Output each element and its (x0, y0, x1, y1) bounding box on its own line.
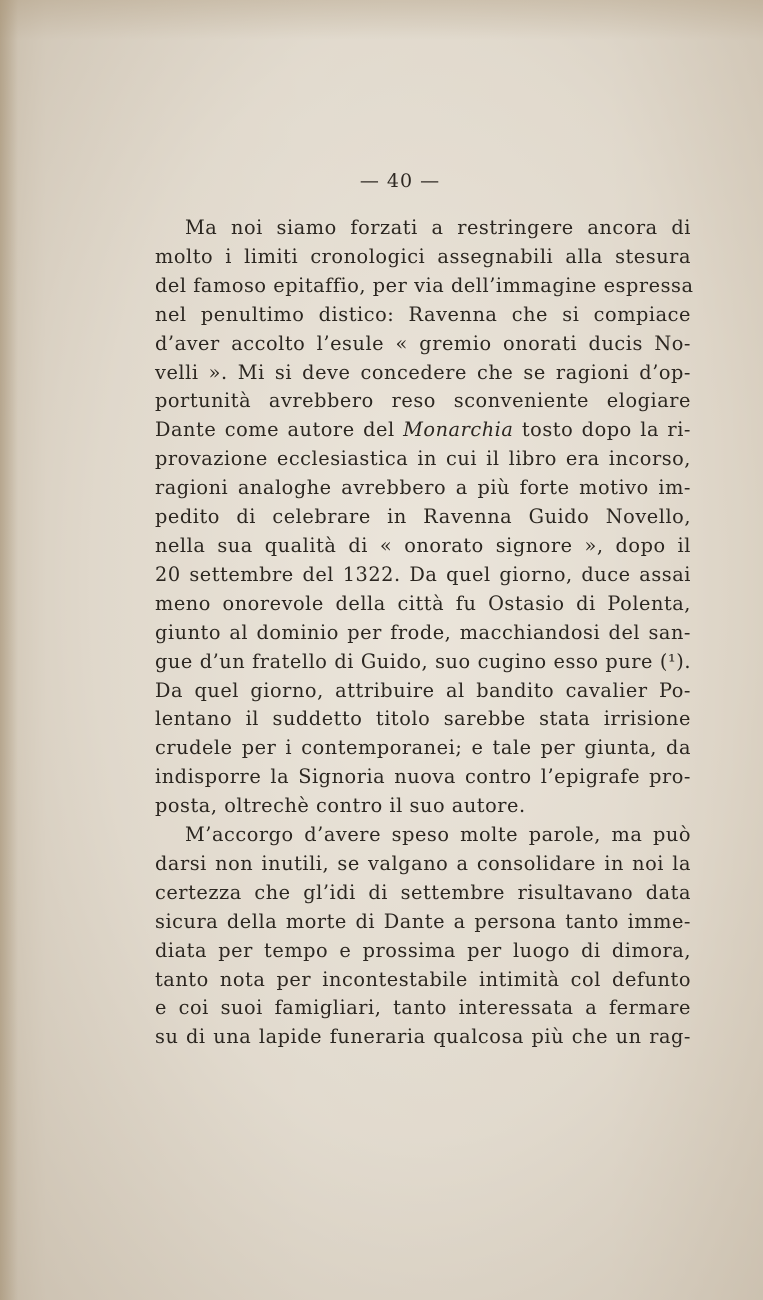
text-line: nel penultimo distico: Ravenna che si compiace (155, 302, 691, 326)
text-line: su di una lapide funeraria qualcosa più che un rag- (155, 1025, 691, 1049)
text-line: darsi non inutili, se valgano a consolidare in noi la (155, 851, 691, 875)
text-line: M’accorgo d’avere speso molte parole, ma può (185, 823, 691, 847)
text-line: nella sua qualità di « onorato signore », dopo il (155, 533, 691, 557)
text-line: lentano il suddetto titolo sarebbe stata irrisione (155, 707, 691, 731)
text-line: velli ». Mi si deve concedere che se ragioni d’op- (155, 360, 691, 384)
text-line: portunità avrebbero reso sconveniente elogiare (155, 389, 691, 413)
paragraph-1 (155, 214, 694, 821)
text-line: tanto nota per incontestabile intimità col defunto (155, 967, 691, 991)
text-run: tosto dopo la ri- (513, 418, 691, 442)
text-line: ragioni analoghe avrebbero a più forte motivo im- (155, 476, 691, 500)
text-line: posta, oltrechè contro il suo autore. (155, 794, 526, 818)
text-line: indisporre la Signoria nuova contro l’epigrafe pro- (155, 765, 691, 789)
text-line: e coi suoi famigliari, tanto interessata a fermare (155, 996, 691, 1020)
text-run: Dante come autore del (155, 418, 404, 442)
text-line: pedito di celebrare in Ravenna Guido Novello, (155, 505, 691, 529)
text-line: gue d’un fratello di Guido, suo cugino esso pure (¹). (155, 649, 691, 673)
text-line: del famoso epitaffio, per via dell’immagine espressa (155, 273, 694, 297)
text-line: d’aver accolto l’esule « gremio onorati ducis No- (155, 331, 691, 355)
text-line: certezza che gl’idi di settembre risultavano data (155, 880, 691, 904)
text-line: giunto al dominio per frode, macchiandosi del san- (155, 620, 691, 644)
text-line: Ma noi siamo forzati a restringere ancora di (185, 216, 691, 239)
page-number: — 40 — (359, 170, 441, 192)
text-line: diata per tempo e prossima per luogo di dimora, (155, 938, 691, 962)
text-line: crudele per i contemporanei; e tale per giunta, da (155, 736, 691, 760)
text-line: sicura della morte di Dante a persona tanto imme- (155, 909, 691, 933)
body-text (155, 214, 694, 1052)
text-line: molto i limiti cronologici assegnabili alla stesura (155, 244, 691, 268)
text-line: 20 settembre del 1322. Da quel giorno, duce assai (155, 562, 691, 586)
text-line (155, 416, 691, 445)
paragraph-2 (155, 821, 691, 1052)
italic-title: Monarchia (403, 418, 514, 442)
text-line: provazione ecclesiastica in cui il libro era incorso, (155, 447, 691, 471)
text-line: Da quel giorno, attribuire al bandito cavalier Po- (155, 678, 691, 702)
text-line: meno onorevole della città fu Ostasio di Polenta, (155, 591, 691, 615)
